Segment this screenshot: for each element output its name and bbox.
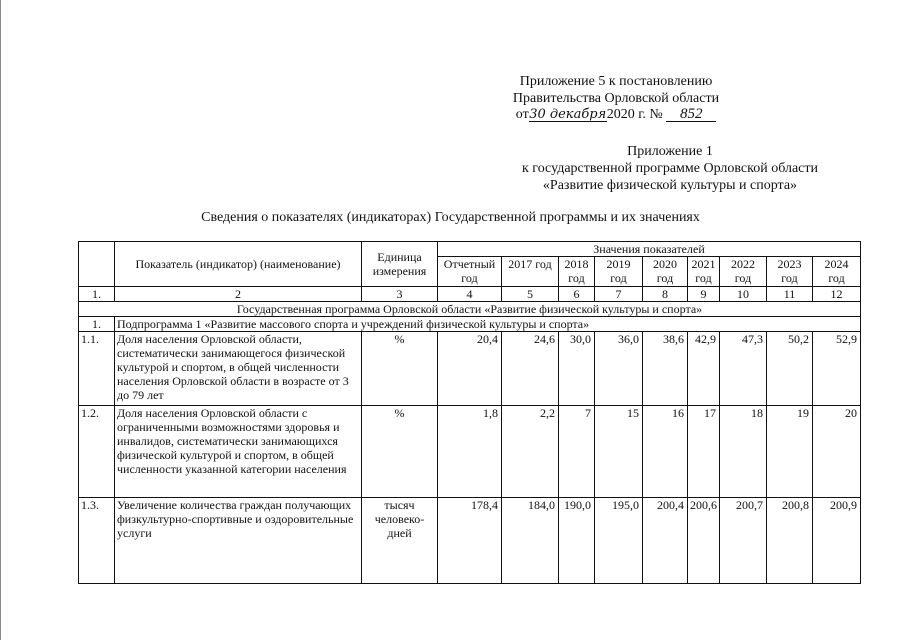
- row-number: 1.2.: [79, 406, 115, 498]
- value-cell: 15: [595, 406, 643, 498]
- value-cell: 16: [643, 406, 688, 498]
- header-line-2: Правительства Орловской области: [512, 90, 720, 106]
- value-cell: 18: [720, 406, 767, 498]
- col-number: 1.: [79, 287, 115, 302]
- col-number: 10: [720, 287, 767, 302]
- subprogram-title: Подпрограмма 1 «Развитие массового спорта и учреждений физической культуры и спорта»: [115, 317, 861, 332]
- appendix-line-1: Приложение 1: [627, 144, 713, 159]
- table-row: [79, 332, 861, 406]
- value-cell: 47,3: [720, 332, 767, 406]
- col-number: 6: [559, 287, 595, 302]
- col-number: 8: [643, 287, 688, 302]
- table-row: [79, 406, 861, 498]
- value-cell: 30,0: [559, 332, 595, 406]
- col-number: 12: [813, 287, 861, 302]
- col-number: 7: [595, 287, 643, 302]
- head-year: 2020 год: [643, 257, 688, 287]
- head-values-group: Значения показателей: [438, 242, 861, 257]
- value-cell: 200,9: [813, 498, 861, 584]
- subprogram-number: 1.: [79, 317, 115, 332]
- head-year: 2017 год: [502, 257, 559, 287]
- col-number: 3: [362, 287, 438, 302]
- value-cell: 190,0: [559, 498, 595, 584]
- value-cell: 42,9: [688, 332, 720, 406]
- handwritten-date: 30 декабря: [529, 107, 607, 122]
- indicator-name: Увеличение количества граждан получающих физкультурно-спортивные и оздоровительные услуги: [115, 498, 362, 584]
- appendix-header: [495, 143, 845, 194]
- col-number: 4: [438, 287, 502, 302]
- value-cell: 36,0: [595, 332, 643, 406]
- head-year: 2024 год: [813, 257, 861, 287]
- value-cell: 200,7: [720, 498, 767, 584]
- col-number: 2: [115, 287, 362, 302]
- value-cell: 7: [559, 406, 595, 498]
- resolution-header: [451, 74, 781, 124]
- program-row: [79, 302, 861, 317]
- value-cell: 19: [767, 406, 813, 498]
- col-number: 5: [502, 287, 559, 302]
- value-cell: 24,6: [502, 332, 559, 406]
- date-suffix: 2020 г. №: [606, 107, 663, 122]
- value-cell: 184,0: [502, 498, 559, 584]
- indicator-unit: тысяч человеко-дней: [362, 498, 438, 584]
- value-cell: 20,4: [438, 332, 502, 406]
- value-cell: 20: [813, 406, 861, 498]
- col-number: 9: [688, 287, 720, 302]
- indicator-unit: %: [362, 406, 438, 498]
- value-cell: 178,4: [438, 498, 502, 584]
- head-year: 2018 год: [559, 257, 595, 287]
- head-year: 2023 год: [767, 257, 813, 287]
- column-numbers-row: [79, 287, 861, 302]
- indicator-name: Доля населения Орловской области с ограниченными возможностями здоровья и инвалидов, систематически занимающихся физической культурой и спортом, в общей численности указанной категории населения: [115, 406, 362, 498]
- table-head-row-1: [79, 242, 861, 257]
- program-title: Государственная программа Орловской области «Развитие физической культуры и спорта»: [79, 302, 861, 317]
- indicators-table: [78, 241, 861, 584]
- document-title: Сведения о показателях (индикаторах) Государственной программы и их значениях: [201, 210, 700, 225]
- value-cell: 50,2: [767, 332, 813, 406]
- value-cell: 200,6: [688, 498, 720, 584]
- page-left-edge: [0, 0, 1, 640]
- handwritten-number: 852: [666, 108, 716, 122]
- head-year: 2021 год: [688, 257, 720, 287]
- row-number: 1.1.: [79, 332, 115, 406]
- value-cell: 17: [688, 406, 720, 498]
- head-year: 2022 год: [720, 257, 767, 287]
- head-num-cell: [79, 242, 115, 287]
- header-line-1: Приложение 5 к постановлению: [519, 74, 713, 89]
- value-cell: 52,9: [813, 332, 861, 406]
- appendix-line-2: к государственной программе Орловской области: [522, 161, 818, 176]
- value-cell: 195,0: [595, 498, 643, 584]
- row-number: 1.3.: [79, 498, 115, 584]
- head-unit: Единица измерения: [362, 242, 438, 287]
- head-indicator: Показатель (индикатор) (наименование): [115, 242, 362, 287]
- value-cell: 2,2: [502, 406, 559, 498]
- head-year: 2019 год: [595, 257, 643, 287]
- value-cell: 200,8: [767, 498, 813, 584]
- value-cell: 1,8: [438, 406, 502, 498]
- appendix-line-3: «Развитие физической культуры и спорта»: [542, 178, 798, 193]
- col-number: 11: [767, 287, 813, 302]
- date-prefix: от: [515, 107, 529, 122]
- subprogram-row: [79, 317, 861, 332]
- table-row: [79, 498, 861, 584]
- indicator-unit: %: [362, 332, 438, 406]
- header-date-line: [451, 107, 781, 124]
- head-year: Отчетный год: [438, 257, 502, 287]
- indicator-name: Доля населения Орловской области, систематически занимающегося физической культурой и спортом, в общей численности населения Орловской области в возрасте от 3 до 79 лет: [115, 332, 362, 406]
- value-cell: 200,4: [643, 498, 688, 584]
- value-cell: 38,6: [643, 332, 688, 406]
